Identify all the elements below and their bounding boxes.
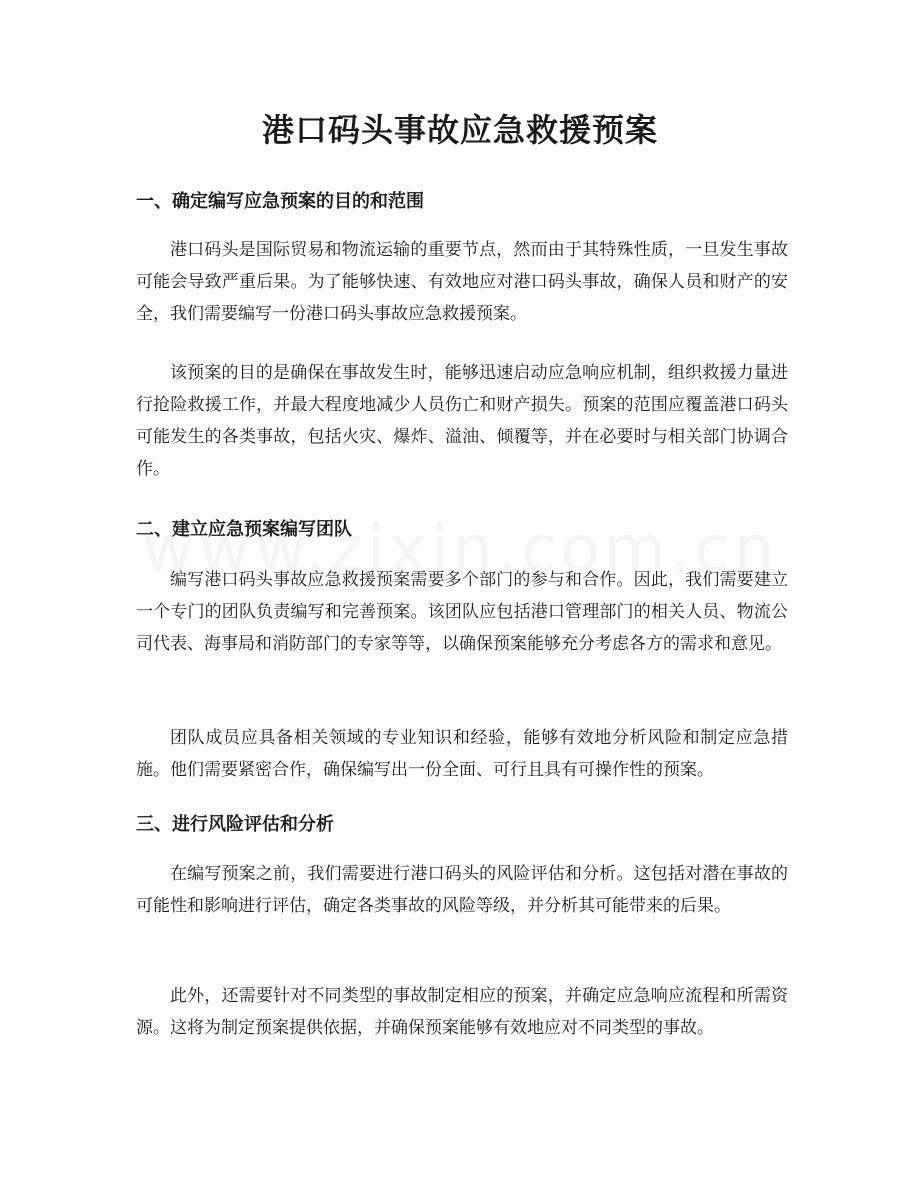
section-heading-3: 三、进行风险评估和分析 bbox=[136, 814, 334, 835]
section-1-paragraph-1: 港口码头是国际贸易和物流运输的重要节点，然而由于其特殊性质，一旦发生事故可能会导致严重后果。为了能够快速、有效地应对港口码头事故，确保人员和财产的安全，我们需要编写一份港口码头事故应急救援预案。 bbox=[136, 240, 788, 324]
section-3-paragraph-2: 此外，还需要针对不同类型的事故制定相应的预案，并确定应急响应流程和所需资源。这将为制定预案提供依据，并确保预案能够有效地应对不同类型的事故。 bbox=[136, 986, 788, 1038]
section-3-paragraph-1: 在编写预案之前，我们需要进行港口码头的风险评估和分析。这包括对潜在事故的可能性和影响进行评估，确定各类事故的风险等级，并分析其可能带来的后果。 bbox=[136, 864, 788, 916]
document-title: 港口码头事故应急救援预案 bbox=[261, 111, 658, 149]
section-2-paragraph-2: 团队成员应具备相关领域的专业知识和经验，能够有效地分析风险和制定应急措施。他们需要紧密合作，确保编写出一份全面、可行且具有可操作性的预案。 bbox=[136, 728, 788, 780]
section-heading-2: 二、建立应急预案编写团队 bbox=[136, 519, 352, 540]
section-2-paragraph-1: 编写港口码头事故应急救援预案需要多个部门的参与和合作。因此，我们需要建立一个专门的团队负责编写和完善预案。该团队应包括港口管理部门的相关人员、物流公司代表、海事局和消防部门的专家等等，以确保预案能够充分考虑各方的需求和意见。 bbox=[136, 570, 788, 654]
section-heading-1: 一、确定编写应急预案的目的和范围 bbox=[136, 191, 424, 212]
section-1-paragraph-2: 该预案的目的是确保在事故发生时，能够迅速启动应急响应机制，组织救援力量进行抢险救援工作，并最大程度地减少人员伤亡和财产损失。预案的范围应覆盖港口码头可能发生的各类事故，包括火灾、爆炸、溢油、倾覆等，并在必要时与相关部门协调合作。 bbox=[136, 363, 788, 479]
